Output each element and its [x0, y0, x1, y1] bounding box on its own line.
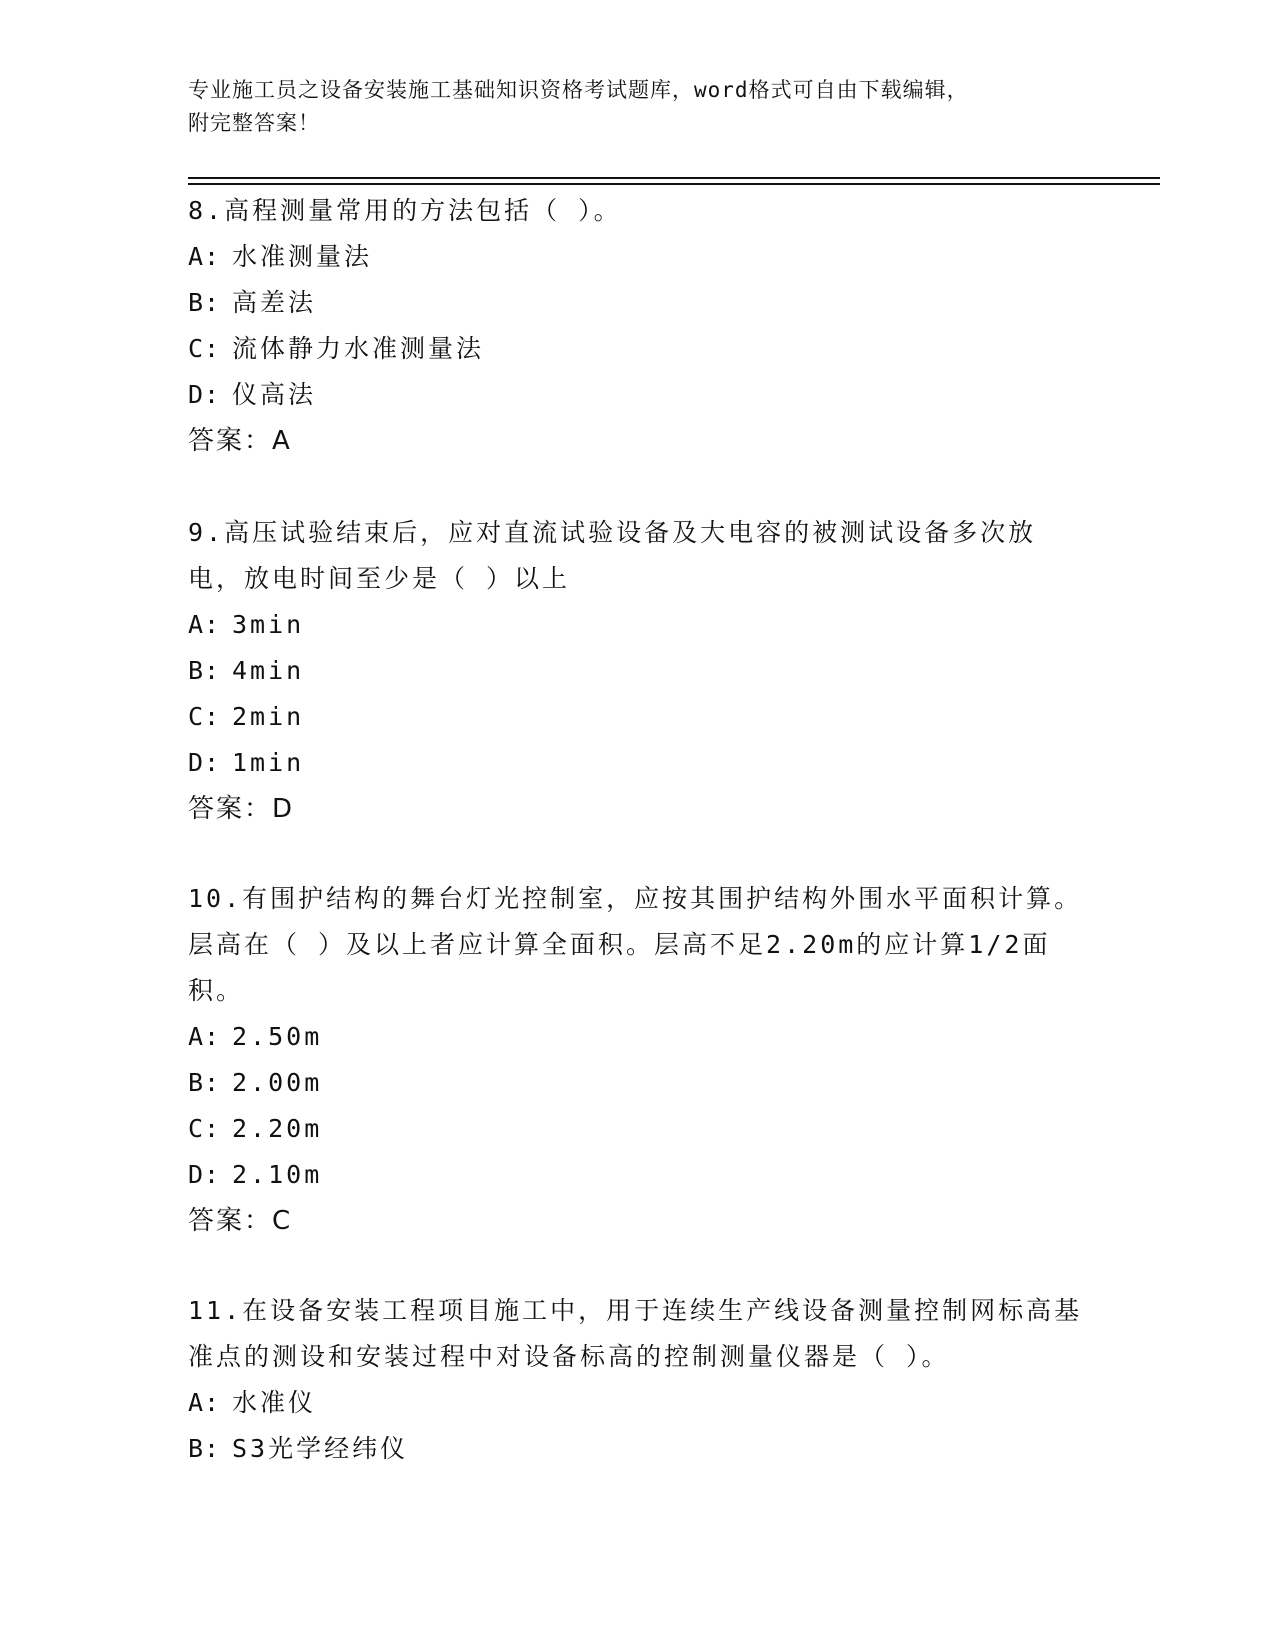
option-text: 2.10m — [232, 1160, 323, 1189]
option-text: 2.00m — [232, 1068, 323, 1097]
option-text: S3光学经纬仪 — [232, 1434, 409, 1463]
question-9 — [188, 510, 1088, 832]
answer: 答案：A — [188, 426, 292, 456]
option-text: 1min — [232, 748, 305, 777]
option-label: D: — [188, 380, 221, 409]
answer: 答案：D — [188, 794, 295, 824]
option-label: D: — [188, 1160, 221, 1189]
option-text: 水准仪 — [232, 1388, 317, 1417]
option-text: 水准测量法 — [232, 242, 373, 271]
header-divider-bottom — [188, 183, 1160, 185]
answer: 答案：C — [188, 1206, 293, 1236]
option-a — [188, 1014, 1088, 1060]
option-label: A: — [188, 1388, 221, 1417]
document-header — [188, 74, 1078, 140]
option-label: C: — [188, 1114, 221, 1143]
option-text: 仪高法 — [232, 380, 317, 409]
option-label: A: — [188, 242, 221, 271]
option-label: B: — [188, 1068, 221, 1097]
question-stem: 8.高程测量常用的方法包括（ ）。 — [188, 196, 622, 225]
option-text: 2.20m — [232, 1114, 323, 1143]
question-10 — [188, 876, 1088, 1244]
option-text: 高差法 — [232, 288, 317, 317]
header-divider-top — [188, 177, 1160, 179]
option-d — [188, 740, 1088, 786]
option-a — [188, 602, 1088, 648]
option-a — [188, 234, 1088, 280]
option-text: 4min — [232, 656, 305, 685]
option-label: B: — [188, 1434, 221, 1463]
option-label: B: — [188, 288, 221, 317]
header-line-2: 附完整答案！ — [188, 111, 320, 135]
option-c — [188, 1106, 1088, 1152]
option-label: C: — [188, 702, 221, 731]
option-b — [188, 280, 1088, 326]
question-11 — [188, 1288, 1088, 1472]
option-text: 2min — [232, 702, 305, 731]
option-text: 3min — [232, 610, 305, 639]
option-label: A: — [188, 1022, 221, 1051]
question-stem: 9.高压试验结束后，应对直流试验设备及大电容的被测试设备多次放电，放电时间至少是（ ）以上 — [188, 518, 1037, 593]
option-a — [188, 1380, 1088, 1426]
option-c — [188, 326, 1088, 372]
question-stem: 10.有围护结构的舞台灯光控制室，应按其围护结构外围水平面积计算。层高在（ ）及以上者应计算全面积。层高不足2.20m的应计算1/2面积。 — [188, 884, 1083, 1005]
question-stem: 11.在设备安装工程项目施工中，用于连续生产线设备测量控制网标高基准点的测设和安装过程中对设备标高的控制测量仪器是（ ）。 — [188, 1296, 1083, 1371]
option-c — [188, 694, 1088, 740]
option-text: 2.50m — [232, 1022, 323, 1051]
option-label: A: — [188, 610, 221, 639]
option-d — [188, 372, 1088, 418]
option-b — [188, 1060, 1088, 1106]
option-b — [188, 648, 1088, 694]
option-d — [188, 1152, 1088, 1198]
option-label: D: — [188, 748, 221, 777]
option-label: B: — [188, 656, 221, 685]
question-8 — [188, 188, 1088, 464]
option-label: C: — [188, 334, 221, 363]
option-b — [188, 1426, 1088, 1472]
option-text: 流体静力水准测量法 — [232, 334, 485, 363]
header-line-1: 专业施工员之设备安装施工基础知识资格考试题库，word格式可自由下载编辑， — [188, 78, 969, 102]
